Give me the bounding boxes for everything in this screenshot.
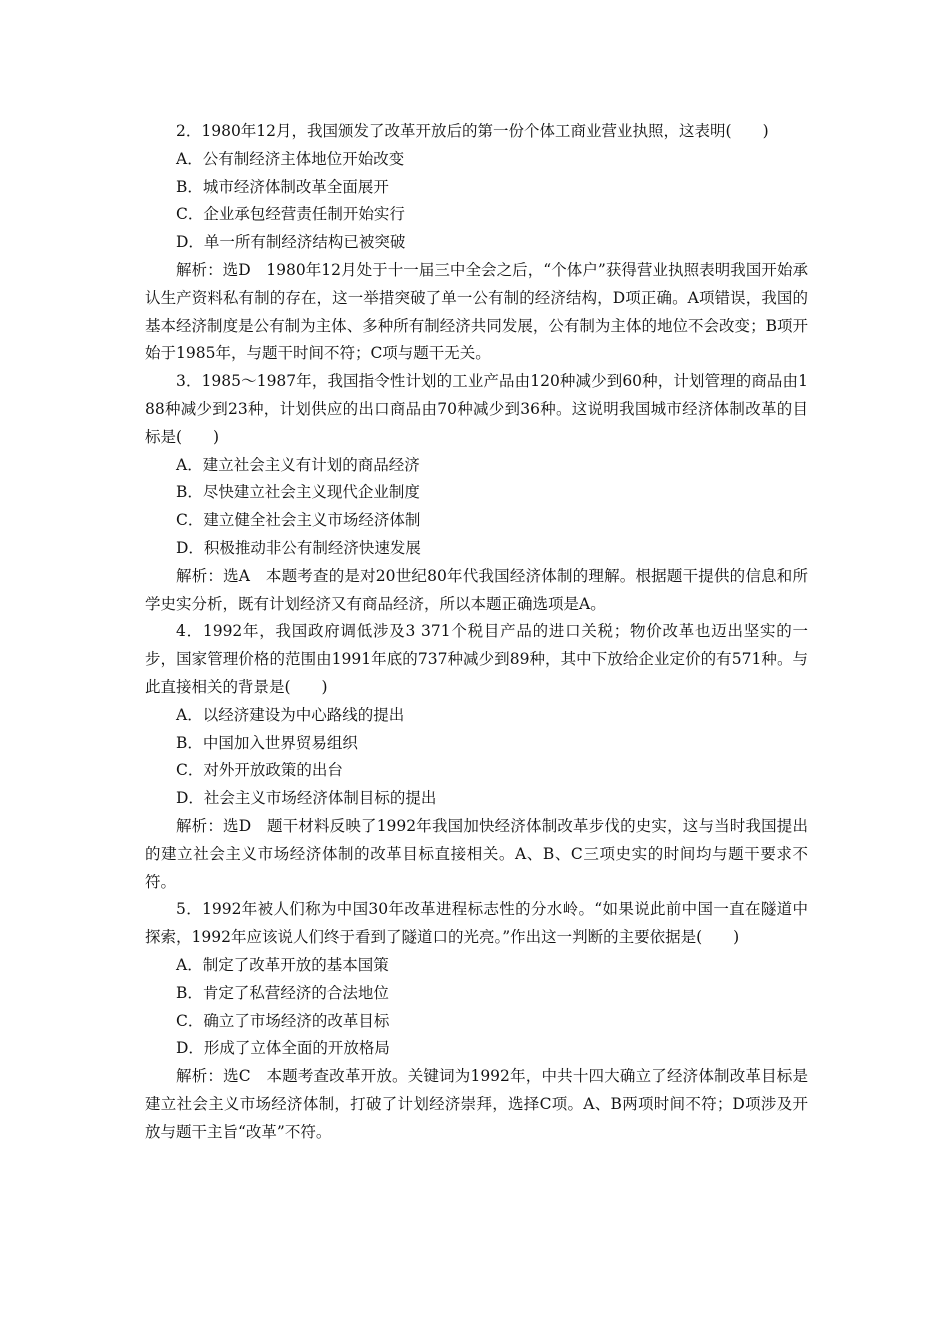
option-b: B．肯定了私营经济的合法地位 bbox=[176, 983, 389, 1002]
question-5 bbox=[145, 896, 808, 1146]
answer-analysis: 解析：选A 本题考查的是对20世纪80年代我国经济体制的理解。根据题干提供的信息和所学史实分析，既有计划经济又有商品经济，所以本题正确选项是A。 bbox=[145, 566, 808, 613]
question-3 bbox=[145, 368, 808, 618]
option-a: A．公有制经济主体地位开始改变 bbox=[176, 149, 405, 168]
option-b: B．城市经济体制改革全面展开 bbox=[176, 177, 389, 196]
option-b: B．中国加入世界贸易组织 bbox=[176, 733, 358, 752]
option-d: D．单一所有制经济结构已被突破 bbox=[176, 233, 406, 252]
option-c: C．确立了市场经济的改革目标 bbox=[176, 1011, 390, 1030]
question-stem: 3．1985～1987年，我国指令性计划的工业产品由120种减少到60种，计划管理的商品由188种减少到23种，计划供应的出口商品由70种减少到36种。这说明我国城市经济体制改革的目标是( ) bbox=[145, 372, 808, 446]
answer-analysis: 解析：选D 1980年12月处于十一届三中全会之后，“个体户”获得营业执照表明我国开始承认生产资料私有制的存在，这一举措突破了单一公有制的经济结构，D项正确。A项错误，我国的基本经济制度是公有制为主体、多种所有制经济共同发展，公有制为主体的地位不会改变；B项开始于1985年，与题干时间不符；C项与题干无关。 bbox=[145, 260, 808, 363]
option-d: D．形成了立体全面的开放格局 bbox=[176, 1039, 390, 1058]
option-c: C．对外开放政策的出台 bbox=[176, 761, 343, 780]
question-stem: 5．1992年被人们称为中国30年改革进程标志性的分水岭。“如果说此前中国一直在隧道中探索，1992年应该说人们终于看到了隧道口的光亮。”作出这一判断的主要依据是( ) bbox=[145, 900, 808, 947]
question-4 bbox=[145, 618, 808, 896]
option-a: A．制定了改革开放的基本国策 bbox=[176, 955, 389, 974]
option-a: A．以经济建设为中心路线的提出 bbox=[176, 705, 405, 724]
question-stem: 2．1980年12月，我国颁发了改革开放后的第一份个体工商业营业执照，这表明( ) bbox=[176, 122, 769, 140]
option-a: A．建立社会主义有计划的商品经济 bbox=[176, 455, 420, 474]
option-d: D．积极推动非公有制经济快速发展 bbox=[176, 538, 421, 557]
option-b: B．尽快建立社会主义现代企业制度 bbox=[176, 483, 420, 502]
answer-analysis: 解析：选D 题干材料反映了1992年我国加快经济体制改革步伐的史实，这与当时我国提出的建立社会主义市场经济体制的改革目标直接相关。A、B、C三项史实的时间均与题干要求不符。 bbox=[145, 816, 808, 891]
option-d: D．社会主义市场经济体制目标的提出 bbox=[176, 789, 437, 808]
question-2 bbox=[145, 118, 808, 368]
question-stem: 4．1992年，我国政府调低涉及3 371个税目产品的进口关税；物价改革也迈出坚实的一步，国家管理价格的范围由1991年底的737种减少到89种，其中下放给企业定价的有571种。与此直接相关的背景是( ) bbox=[145, 622, 808, 696]
option-c: C．建立健全社会主义市场经济体制 bbox=[176, 511, 421, 530]
question-list bbox=[145, 118, 808, 1146]
answer-analysis: 解析：选C 本题考查改革开放。关键词为1992年，中共十四大确立了经济体制改革目标是建立社会主义市场经济体制，打破了计划经济崇拜，选择C项。A、B两项时间不符；D项涉及开放与题干主旨“改革”不符。 bbox=[145, 1067, 808, 1141]
option-c: C．企业承包经营责任制开始实行 bbox=[176, 205, 405, 224]
